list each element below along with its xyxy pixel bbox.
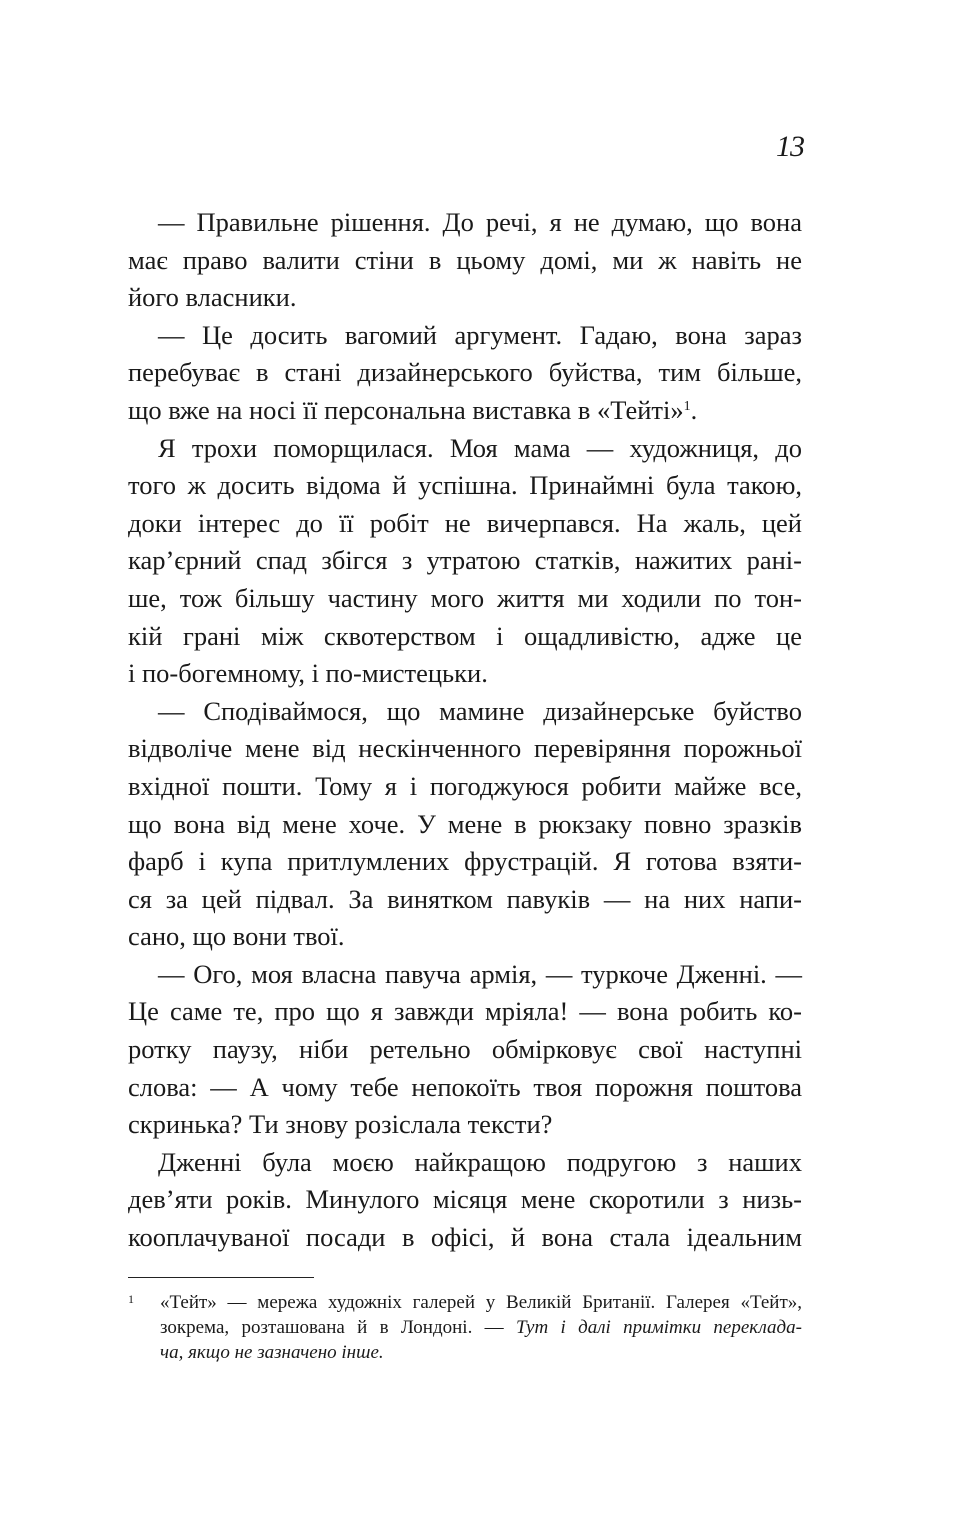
line-text: того ж досить відома й успішна. Принаймні була такою, — [128, 470, 802, 501]
text-line — [128, 1031, 802, 1069]
text-line — [128, 580, 802, 618]
line-text: кооплачуваної посади в офісі, й вона стала ідеальним — [128, 1222, 802, 1253]
text-line — [128, 505, 802, 543]
text-line — [128, 204, 802, 242]
footnote-line — [160, 1315, 802, 1340]
line-text: що вона від мене хоче. У мене в рюкзаку повно зразків — [128, 808, 802, 839]
line-text: його власники. — [128, 282, 297, 313]
line-text: Це саме те, про що я завжди мріяла! — вона робить ко- — [128, 996, 802, 1027]
footnote-marker: 1 — [128, 1292, 134, 1306]
text-line — [128, 1144, 802, 1182]
text-line — [128, 1181, 802, 1219]
line-text: Дженні була моєю найкращою подругою з наших — [158, 1146, 802, 1177]
line-text: кар’єрний спад збігся з утратою статків, нажитих рані- — [128, 545, 802, 576]
line-text: — Ого, моя власна павуча армія, — туркоче Дженні. — — [158, 958, 802, 989]
footnote-line — [160, 1340, 802, 1365]
text-line — [128, 354, 802, 392]
text-line — [128, 242, 802, 280]
line-text: — Правильне рішення. До речі, я не думаю, що вона — [158, 207, 802, 237]
line-text: — Це досить вагомий аргумент. Гадаю, вона зараз — [158, 319, 802, 350]
text-line — [128, 542, 802, 580]
line-text: дев’яти років. Минулого місяця мене скоротили з низь- — [128, 1184, 802, 1215]
text-line — [128, 655, 802, 693]
text-line — [128, 956, 802, 994]
line-text: що вже на носі її персональна виставка в «Тейті» — [128, 394, 684, 425]
text-line — [128, 693, 802, 731]
line-text: сано, що вони твої. — [128, 921, 345, 952]
line-text: і по-богемному, і по-мистецьки. — [128, 658, 488, 689]
text-line — [128, 730, 802, 768]
text-line — [128, 993, 802, 1031]
footnote-line: «Тейт» — мережа художніх галерей у Великій Британії. Галерея «Тейт», — [160, 1292, 802, 1313]
line-text: Я трохи поморщилася. Моя мама — художниця, до — [158, 432, 802, 463]
line-tail: . — [690, 394, 698, 425]
footnote-divider — [128, 1277, 314, 1278]
body-text — [128, 204, 802, 1257]
text-line — [128, 843, 802, 881]
footnote — [128, 1290, 802, 1365]
line-text: — Сподіваймося, що мамине дизайнерське буйство — [158, 695, 802, 726]
text-line — [128, 1219, 802, 1257]
text-line — [128, 430, 802, 468]
line-text: відволіче мене від нескінченного перевіряння порожньої — [128, 733, 802, 764]
text-line — [128, 279, 802, 317]
page-number: 13 — [776, 130, 804, 163]
text-line — [128, 881, 802, 919]
text-line — [128, 806, 802, 844]
text-line — [128, 618, 802, 656]
footnote-text — [160, 1290, 802, 1365]
line-text: ротку паузу, ніби ретельно обмірковує свої наступні — [128, 1034, 802, 1065]
line-text: скринька? Ти знову розіслала тексти? — [128, 1109, 553, 1140]
text-line — [128, 918, 802, 956]
line-text: фарб і купа притлумлених фрустрацій. Я готова взяти- — [128, 846, 802, 877]
text-line — [128, 467, 802, 505]
text-line — [128, 1069, 802, 1107]
footnote-italic: Тут і далі примітки переклада- — [515, 1317, 802, 1338]
line-text: слова: — А чому тебе непокоїть твоя порожня поштова — [128, 1071, 802, 1102]
line-text: вхідної пошти. Тому я і погоджуюся робити майже все, — [128, 770, 802, 801]
line-text: кій грані між сквотерством і ощадливістю, адже це — [128, 620, 802, 651]
footnote-regular: зокрема, розташована й в Лондоні. — — [160, 1317, 516, 1338]
footnote-reference[interactable]: 1 — [683, 398, 691, 414]
line-text: має право валити стіни в цьому домі, ми ж навіть не — [128, 244, 802, 275]
line-text: перебуває в стані дизайнерського буйства, тим більше, — [128, 357, 802, 388]
footnote-italic: ча, якщо не зазначено інше. — [160, 1342, 384, 1363]
line-text: ше, тож більшу частину мого життя ми ходили по тон- — [128, 582, 802, 613]
text-line — [128, 1106, 802, 1144]
line-text: доки інтерес до її робіт не вичерпався. На жаль, цей — [128, 507, 802, 538]
line-text: ся за цей підвал. За винятком павуків — на них напи- — [128, 883, 802, 914]
text-line — [128, 392, 802, 430]
text-line — [128, 768, 802, 806]
text-line — [128, 317, 802, 355]
